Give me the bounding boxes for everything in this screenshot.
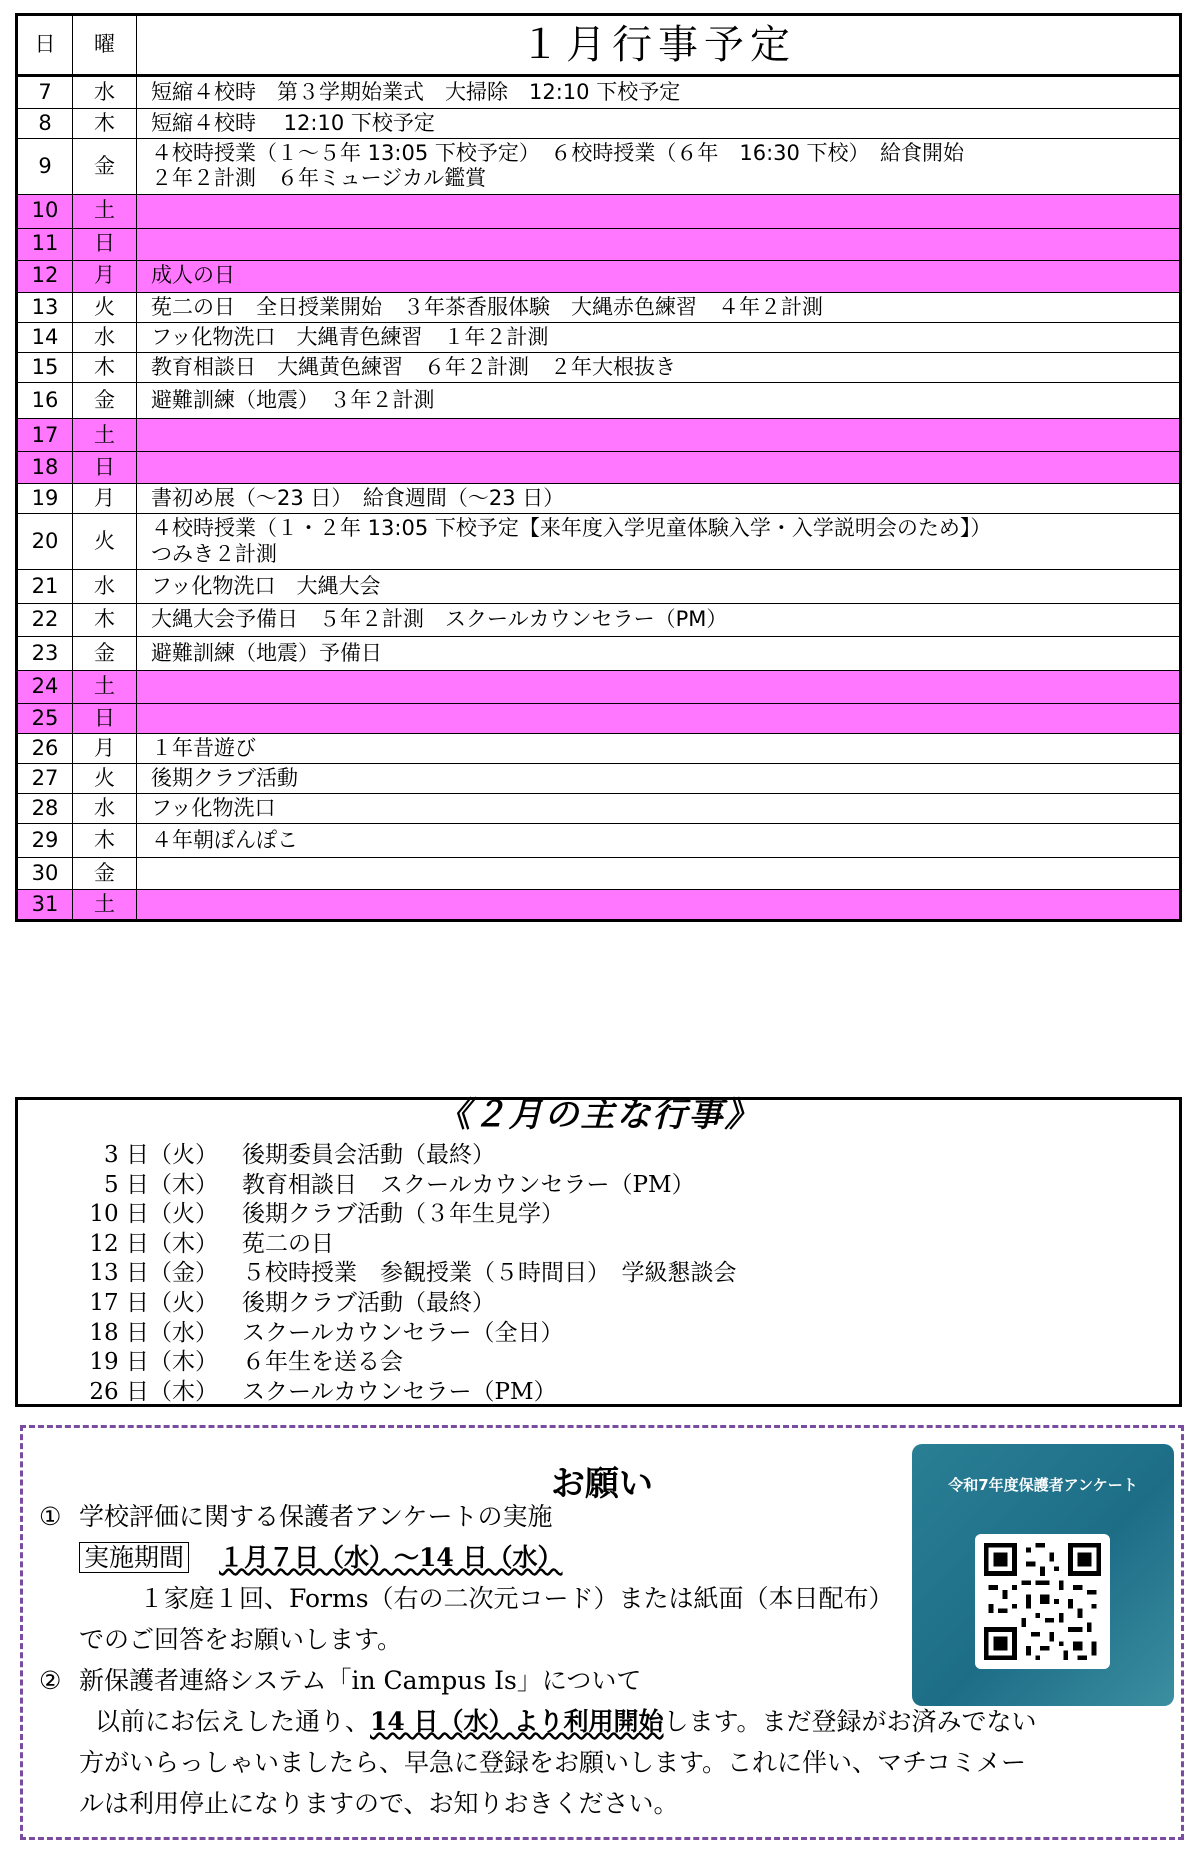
- qr-card-label: 令和7年度保護者アンケート: [948, 1476, 1138, 1494]
- event-cell: 短縮４校時 12:10 下校予定: [137, 109, 1181, 139]
- day-cell: 13: [17, 292, 73, 322]
- february-event-date: 26 日（木）: [89, 1378, 218, 1405]
- item2-number: ②: [39, 1666, 62, 1695]
- february-event-row: [58, 1195, 737, 1228]
- event-cell: [137, 670, 1181, 703]
- weekday-cell: 土: [73, 194, 137, 228]
- weekday-cell: 火: [73, 292, 137, 322]
- february-event-row: [58, 1136, 737, 1166]
- weekday-cell: 土: [73, 419, 137, 452]
- weekday-cell: 日: [73, 452, 137, 484]
- event-cell: [137, 452, 1181, 484]
- event-cell: 成人の日: [137, 260, 1181, 292]
- day-cell: 17: [17, 419, 73, 452]
- day-cell: 28: [17, 794, 73, 824]
- day-cell: 30: [17, 858, 73, 890]
- event-cell: フッ化物洗口: [137, 794, 1181, 824]
- event-cell: ４校時授業（１・２年 13:05 下校予定【来年度入学児童体験入学・入学説明会のため】） つみき２計測: [137, 514, 1181, 569]
- schedule-body: [17, 76, 1181, 921]
- february-event-text: 後期クラブ活動（３年生見学）: [242, 1201, 564, 1228]
- schedule-row: [17, 194, 1181, 228]
- day-cell: 23: [17, 636, 73, 670]
- february-event-date: 13 日（金）: [89, 1260, 218, 1287]
- event-cell: フッ化物洗口 大縄大会: [137, 569, 1181, 603]
- day-cell: 20: [17, 514, 73, 569]
- item1-title: 学校評価に関する保護者アンケートの実施: [79, 1502, 553, 1531]
- day-cell: 16: [17, 383, 73, 419]
- schedule-row: [17, 383, 1181, 419]
- february-event-text: スクールカウンセラー（全日）: [242, 1319, 564, 1346]
- day-cell: 18: [17, 452, 73, 484]
- period-value: １月７日（水）～14 日（水）: [219, 1543, 563, 1572]
- day-cell: 11: [17, 228, 73, 260]
- schedule-row: [17, 794, 1181, 824]
- item1-text-cont: でのご回答をお願いします。: [79, 1625, 403, 1654]
- february-events-box: [15, 1097, 1182, 1407]
- day-column-header: 日: [17, 15, 73, 76]
- schedule-row: [17, 763, 1181, 793]
- weekday-cell: 水: [73, 794, 137, 824]
- day-cell: 29: [17, 824, 73, 858]
- event-cell: ４校時授業（１～５年 13:05 下校予定） ６校時授業（６年 16:30 下校） 給食開始 ２年２計測 ６年ミュージカル鑑賞: [137, 139, 1181, 194]
- weekday-cell: 日: [73, 228, 137, 260]
- event-cell: 避難訓練（地震）予備日: [137, 636, 1181, 670]
- schedule-title: １月行事予定: [137, 15, 1181, 76]
- february-event-text: 後期クラブ活動（最終）: [242, 1289, 495, 1316]
- schedule-row: [17, 322, 1181, 352]
- event-cell: [137, 890, 1181, 921]
- day-cell: 8: [17, 109, 73, 139]
- schedule-row: [17, 636, 1181, 670]
- february-event-text: 教育相談日 スクールカウンセラー（PM）: [242, 1171, 695, 1198]
- weekday-cell: 日: [73, 703, 137, 733]
- day-cell: 12: [17, 260, 73, 292]
- february-event-date: 18 日（水）: [89, 1319, 218, 1346]
- day-cell: 22: [17, 603, 73, 636]
- schedule-row: [17, 260, 1181, 292]
- event-cell: 短縮４校時 第３学期始業式 大掃除 12:10 下校予定: [137, 76, 1181, 109]
- item2-highlight: 14 日（水）より利用開始: [370, 1707, 664, 1736]
- weekday-cell: 土: [73, 890, 137, 921]
- event-cell: ４年朝ぽんぽこ: [137, 824, 1181, 858]
- day-cell: 26: [17, 733, 73, 763]
- event-cell: 莬二の日 全日授業開始 ３年茶香服体験 大縄赤色練習 ４年２計測: [137, 292, 1181, 322]
- february-event-row: [58, 1314, 737, 1344]
- schedule-row: [17, 228, 1181, 260]
- day-cell: 15: [17, 352, 73, 382]
- schedule-row: [17, 569, 1181, 603]
- weekday-cell: 土: [73, 670, 137, 703]
- day-cell: 24: [17, 670, 73, 703]
- item2-text-line3: ルは利用停止になりますので、お知りおきください。: [79, 1789, 679, 1818]
- item2-text-pre: 以前にお伝えした通り、: [95, 1707, 371, 1736]
- day-cell: 7: [17, 76, 73, 109]
- event-cell: フッ化物洗口 大縄青色練習 １年２計測: [137, 322, 1181, 352]
- schedule-row: [17, 484, 1181, 514]
- schedule-row: [17, 419, 1181, 452]
- day-cell: 25: [17, 703, 73, 733]
- event-cell: 後期クラブ活動: [137, 763, 1181, 793]
- event-cell: [137, 858, 1181, 890]
- item2-title: 新保護者連絡システム「in Campus Is」について: [79, 1666, 642, 1695]
- event-cell: １年昔遊び: [137, 733, 1181, 763]
- event-cell: [137, 419, 1181, 452]
- schedule-row: [17, 703, 1181, 733]
- schedule-row: [17, 670, 1181, 703]
- weekday-cell: 月: [73, 733, 137, 763]
- period-label: 実施期間: [79, 1542, 189, 1573]
- february-event-date: 17 日（火）: [89, 1289, 218, 1316]
- february-event-date: 12 日（木）: [89, 1230, 218, 1257]
- february-event-text: ６年生を送る会: [242, 1349, 403, 1376]
- weekday-cell: 水: [73, 76, 137, 109]
- schedule-header-row: [17, 15, 1181, 76]
- schedule-row: [17, 292, 1181, 322]
- weekday-column-header: 曜: [73, 15, 137, 76]
- day-cell: 31: [17, 890, 73, 921]
- day-cell: 9: [17, 139, 73, 194]
- weekday-cell: 火: [73, 514, 137, 569]
- item2-text: [39, 1701, 1164, 1742]
- day-cell: 14: [17, 322, 73, 352]
- item1-number: ①: [39, 1502, 62, 1531]
- february-event-row: [58, 1373, 737, 1403]
- february-event-date: 3 日（火）: [104, 1142, 218, 1168]
- weekday-cell: 木: [73, 824, 137, 858]
- item2-text-line2: 方がいらっしゃいましたら、早急に登録をお願いします。これに伴い、マチコミメー: [79, 1748, 1027, 1777]
- february-event-date: 5 日（木）: [104, 1171, 218, 1198]
- february-event-row: [58, 1284, 737, 1314]
- day-cell: 10: [17, 194, 73, 228]
- weekday-cell: 金: [73, 858, 137, 890]
- schedule-row: [17, 76, 1181, 109]
- schedule-row: [17, 858, 1181, 890]
- weekday-cell: 木: [73, 603, 137, 636]
- february-event-row: [58, 1225, 737, 1255]
- qr-code-icon: [984, 1543, 1101, 1660]
- event-cell: 書初め展（～23 日） 給食週間（～23 日）: [137, 484, 1181, 514]
- event-cell: [137, 228, 1181, 260]
- february-event-text: スクールカウンセラー（PM）: [242, 1378, 557, 1405]
- event-cell: 大縄大会予備日 ５年２計測 スクールカウンセラー（PM）: [137, 603, 1181, 636]
- day-cell: 21: [17, 569, 73, 603]
- schedule-row: [17, 603, 1181, 636]
- february-event-list: [58, 1136, 737, 1405]
- february-event-row: [58, 1254, 737, 1287]
- schedule-row: [17, 109, 1181, 139]
- item1-text: １家庭１回、Forms（右の二次元コード）または紙面（本日配布）: [139, 1584, 894, 1613]
- event-cell: [137, 703, 1181, 733]
- weekday-cell: 金: [73, 139, 137, 194]
- february-event-text: 莬二の日: [242, 1230, 334, 1257]
- february-event-row: [58, 1343, 737, 1376]
- weekday-cell: 木: [73, 109, 137, 139]
- qr-code[interactable]: [975, 1534, 1110, 1669]
- weekday-cell: 金: [73, 636, 137, 670]
- event-cell: 避難訓練（地震） ３年２計測: [137, 383, 1181, 419]
- event-cell: [137, 194, 1181, 228]
- schedule-row: [17, 139, 1181, 194]
- february-event-text: ５校時授業 参観授業（５時間目） 学級懇談会: [242, 1260, 737, 1287]
- weekday-cell: 月: [73, 484, 137, 514]
- february-event-row: [58, 1166, 737, 1196]
- february-event-date: 10 日（火）: [89, 1201, 218, 1228]
- weekday-cell: 火: [73, 763, 137, 793]
- weekday-cell: 水: [73, 569, 137, 603]
- schedule-row: [17, 452, 1181, 484]
- day-cell: 27: [17, 763, 73, 793]
- day-cell: 19: [17, 484, 73, 514]
- weekday-cell: 金: [73, 383, 137, 419]
- event-cell: 教育相談日 大縄黄色練習 ６年２計測 ２年大根抜き: [137, 352, 1181, 382]
- february-event-date: 19 日（木）: [89, 1349, 218, 1376]
- schedule-row: [17, 733, 1181, 763]
- schedule-row: [17, 352, 1181, 382]
- february-event-text: 後期委員会活動（最終）: [242, 1142, 495, 1168]
- february-title: 《２月の主な行事》: [436, 1095, 761, 1135]
- weekday-cell: 木: [73, 352, 137, 382]
- schedule-row: [17, 890, 1181, 921]
- weekday-cell: 水: [73, 322, 137, 352]
- request-title: お願い: [551, 1464, 653, 1504]
- schedule-row: [17, 824, 1181, 858]
- survey-qr-card[interactable]: [912, 1444, 1174, 1706]
- weekday-cell: 月: [73, 260, 137, 292]
- schedule-row: [17, 514, 1181, 569]
- item2-text-post: します。まだ登録がお済みでない: [663, 1707, 1037, 1736]
- january-schedule-table: [15, 13, 1182, 922]
